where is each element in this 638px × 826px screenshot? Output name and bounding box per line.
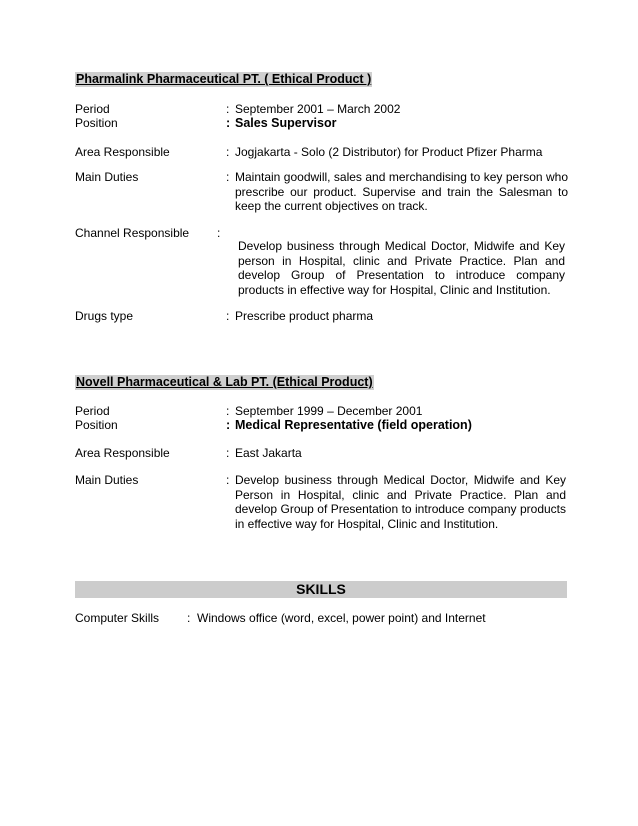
colon: : [226, 418, 231, 432]
colon: : [226, 102, 230, 116]
skills-heading: SKILLS [75, 581, 567, 598]
job1-duties-label: Main Duties [75, 170, 139, 184]
job1-channel-label: Channel Responsible [75, 226, 190, 240]
job2-duties-value: Develop business through Medical Doctor, Midwife and Key Person in Hospital, clinic and Private Practice. Plan and develop Group of Presentation to introduce company products in effective way for Hospital, Clinic and Institution. [235, 473, 566, 531]
job1-channel-value: Develop business through Medical Doctor, Midwife and Key person in Hospital, clinic and Private Practice. Plan and develop Group of Presentation to introduce company products in effective way for Hospital, Clinic and Institution. [238, 239, 565, 297]
job1-title: Pharmalink Pharmaceutical PT. ( Ethical Product ) [76, 72, 372, 86]
job2-period-label: Period [75, 404, 110, 418]
job2-position-label: Position [75, 418, 118, 432]
job1-period-label: Period [75, 102, 110, 116]
job1-drugs-label: Drugs type [75, 309, 134, 323]
colon: : [226, 309, 230, 323]
colon: : [226, 404, 230, 418]
job1-duties-value: Maintain goodwill, sales and merchandising to key person who prescribe our product. Supervise and train the Salesman to keep the current objectives on track. [235, 170, 568, 213]
job2-title: Novell Pharmaceutical & Lab PT. (Ethical Product) [76, 375, 373, 389]
job2-area-label: Area Responsible [75, 446, 170, 460]
job1-period-value: September 2001 – March 2002 [235, 102, 401, 116]
job1-area-value: Jogjakarta - Solo (2 Distributor) for Product Pfizer Pharma [235, 145, 543, 159]
job2-duties-label: Main Duties [75, 473, 139, 487]
colon: : [226, 473, 230, 487]
colon: : [226, 170, 230, 184]
colon: : [226, 145, 230, 159]
skills-computer-label: Computer Skills [75, 611, 160, 625]
colon: : [187, 611, 191, 625]
job1-position-value: Sales Supervisor [235, 116, 337, 130]
colon: : [226, 446, 230, 460]
job2-area-value: East Jakarta [235, 446, 302, 460]
job2-period-value: September 1999 – December 2001 [235, 404, 423, 418]
colon: : [217, 226, 221, 240]
job2-position-value: Medical Representative (field operation) [235, 418, 472, 432]
job1-area-label: Area Responsible [75, 145, 170, 159]
colon: : [226, 116, 231, 130]
job1-position-label: Position [75, 116, 118, 130]
skills-computer-value: Windows office (word, excel, power point) and Internet [197, 611, 486, 625]
job1-drugs-value: Prescribe product pharma [235, 309, 374, 323]
